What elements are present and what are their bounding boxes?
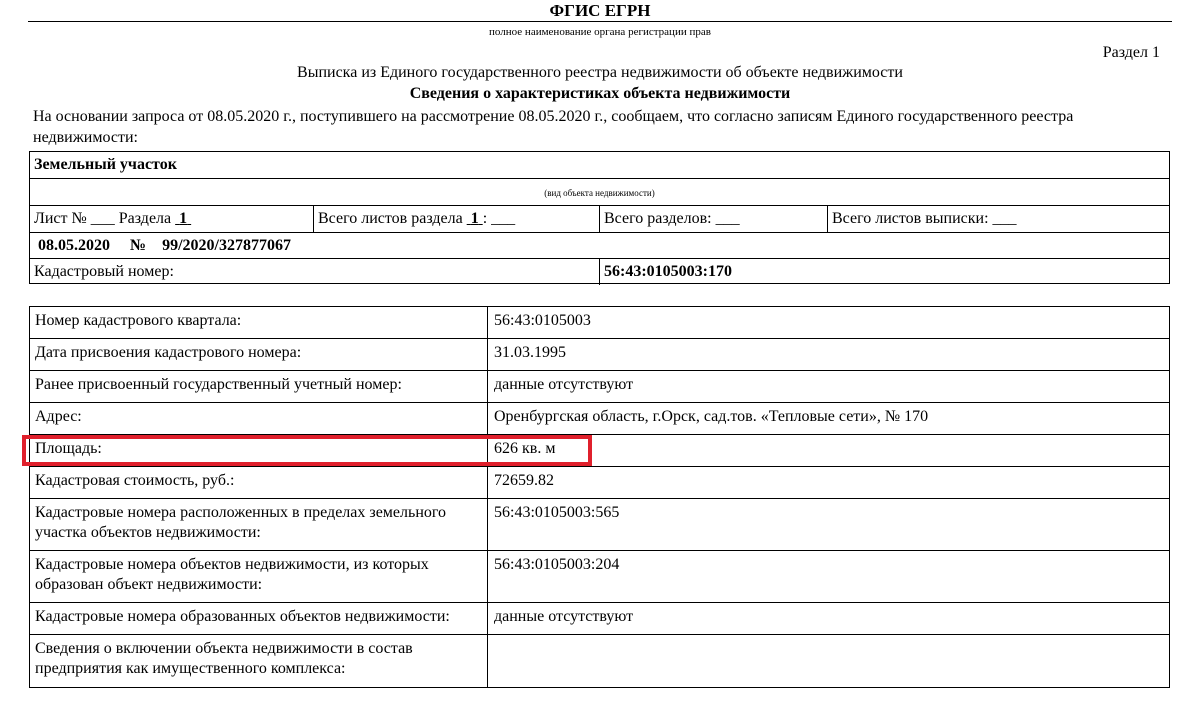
table-row: [30, 403, 1169, 435]
row-label: Ранее присвоенный государственный учетный номер:: [35, 376, 402, 393]
date-number-cell: [34, 233, 1173, 258]
section-label: Раздел 1: [1102, 44, 1160, 61]
object-type-caption-row: [30, 179, 1169, 206]
total-extract-sheets-cell: Всего листов выписки: ___: [827, 206, 1169, 232]
total-sheets-label: Всего листов раздела: [318, 210, 463, 227]
row-label: Номер кадастрового квартала:: [35, 312, 242, 329]
row-label: Сведения о включении объекта недвижимости в состав предприятия как имущественного комплекса:: [35, 640, 413, 677]
sheet-info-row: [30, 206, 1169, 233]
row-label: Адрес:: [35, 408, 82, 425]
table-row: [30, 551, 1169, 603]
document-title: Выписка из Единого государственного реестра недвижимости об объекте недвижимости: [297, 64, 903, 81]
row-value: [487, 635, 1169, 687]
total-sheets-suffix: : ___: [482, 210, 516, 227]
row-value: 56:43:0105003:565: [487, 499, 1169, 550]
row-label: Кадастровые номера объектов недвижимости, из которых образован объект недвижимости:: [35, 556, 429, 593]
sheet-label: Лист № ___ Раздела: [34, 210, 172, 227]
row-value: 56:43:0105003:204: [487, 551, 1169, 602]
cadastral-number-value: 56:43:0105003:170: [599, 259, 1169, 285]
row-value: данные отсутствуют: [487, 603, 1169, 634]
row-value: 72659.82: [487, 467, 1169, 498]
org-underline: [28, 21, 1172, 22]
table-row: [30, 603, 1169, 635]
row-label: Кадастровые номера расположенных в пределах земельного участка объектов недвижимости:: [35, 504, 447, 541]
row-label: Кадастровая стоимость, руб.:: [35, 472, 235, 489]
document-subtitle: Сведения о характеристиках объекта недвижимости: [409, 85, 791, 102]
row-value: 626 кв. м: [487, 435, 1169, 466]
area-highlight-box: [22, 435, 592, 466]
total-sections-cell: Всего разделов: ___: [599, 206, 827, 232]
row-label: Дата присвоения кадастрового номера:: [35, 344, 302, 361]
sheet-number-cell: [30, 206, 313, 232]
number-sign: №: [130, 237, 147, 254]
row-value: 56:43:0105003: [487, 307, 1169, 338]
extract-date: 08.05.2020: [38, 237, 110, 254]
cadastral-number-label: Кадастровый номер:: [34, 263, 174, 280]
table-row: [30, 339, 1169, 371]
object-header-table: [29, 151, 1170, 284]
table-row: [30, 371, 1169, 403]
date-number-row: [30, 233, 1169, 259]
object-type-caption: (вид объекта недвижимости): [544, 188, 655, 198]
object-type: Земельный участок: [34, 156, 177, 173]
total-sheets-cell: [313, 206, 599, 232]
object-type-row: [30, 152, 1169, 179]
characteristics-table: [29, 306, 1170, 688]
table-row: [30, 307, 1169, 339]
row-value: данные отсутствуют: [487, 371, 1169, 402]
org-caption: полное наименование органа регистрации прав: [489, 26, 711, 38]
sheet-section-number: 1: [179, 210, 188, 227]
cadastral-number-row: [30, 259, 1169, 285]
table-row: [30, 467, 1169, 499]
row-value: Оренбургская область, г.Орск, сад.тов. «Тепловые сети», № 170: [487, 403, 1169, 434]
table-row: [30, 635, 1169, 687]
row-label: Площадь:: [35, 440, 102, 457]
extract-number: 99/2020/327877067: [162, 237, 291, 254]
org-name: ФГИС ЕГРН: [549, 1, 651, 20]
table-row: [30, 499, 1169, 551]
row-label: Кадастровые номера образованных объектов недвижимости:: [35, 608, 450, 625]
total-sheets-value: 1: [470, 210, 479, 227]
row-value: 31.03.1995: [487, 339, 1169, 370]
intro-text: На основании запроса от 08.05.2020 г., поступившего на рассмотрение 08.05.2020 г., сообщаем, что согласно записям Единого государственного реестра недвижимости:: [33, 108, 1074, 146]
